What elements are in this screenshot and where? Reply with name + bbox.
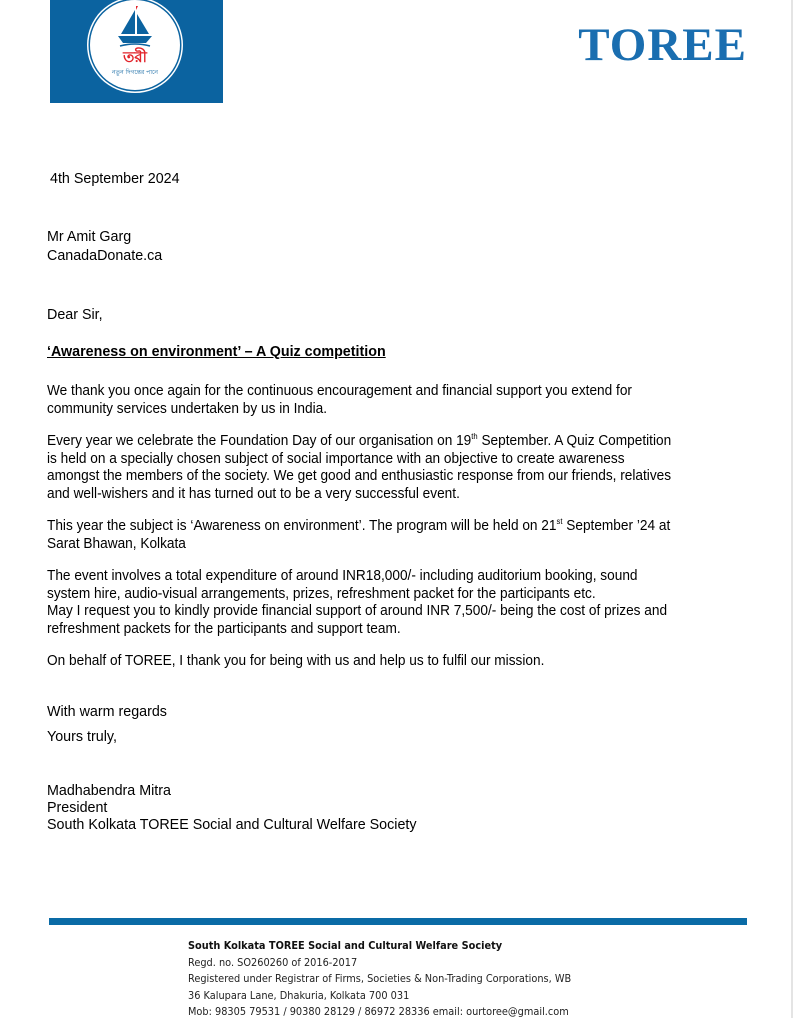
paragraph-line: On behalf of TOREE, I thank you for being with us and help us to fulfil our mission. [47,653,545,669]
closing-yours: Yours truly, [47,729,117,745]
paragraph-line: is held on a specially chosen subject of social importance with an objective to create awareness [47,450,625,467]
footer-divider [49,918,747,925]
paragraph-line [47,433,706,451]
paragraph-thanks [47,383,706,418]
paragraph-closing-thanks [47,653,706,671]
paragraph-line: We thank you once again for the continuous encouragement and financial support you extend for [47,383,632,399]
letter-subject: ‘Awareness on environment’ – A Quiz competition [47,344,386,360]
paragraph-line: amongst the members of the society. We get good and enthusiastic response from our friends, relatives [47,468,672,484]
footer-address: 36 Kalupara Lane, Dhakuria, Kolkata 700 031 [188,989,410,1002]
footer-regd: Regd. no. SO260260 of 2016-2017 [188,956,358,969]
footer-contact: Mob: 98305 79531 / 90380 28129 / 86972 28336 email: ourtoree@gmail.com [188,1006,569,1019]
footer-registered-under: Registered under Registrar of Firms, Societies & Non-Trading Corporations, WB [188,973,572,986]
paragraph-program [47,518,706,553]
footer-info [188,938,571,1021]
logo-bengali-name: তরী [123,48,147,66]
logo-block [50,0,223,103]
paragraph-line: Sarat Bhawan, Kolkata [47,535,186,552]
paragraph-line: community services undertaken by us in India. [47,400,328,417]
toree-logo [90,0,180,90]
text-segment: This year the subject is ‘Awareness on environment’. The program will be held on 21 [47,518,557,534]
letter-date: 4th September 2024 [50,171,180,187]
paragraph-line: system hire, audio-visual arrangements, prizes, refreshment packet for the participants etc. [47,585,596,602]
signatory-title: President [47,800,108,816]
ordinal-suffix: st [556,517,563,526]
paragraph-line: May I request you to kindly provide financial support of around INR 7,500/- being the cost of prizes and [47,603,668,619]
sailboat-icon [112,4,158,50]
recipient-name: Mr Amit Garg [47,229,132,245]
signatory-org: South Kolkata TOREE Social and Cultural Welfare Society [47,817,417,833]
text-segment: Every year we celebrate the Foundation Day of our organisation on 19 [47,433,472,449]
ordinal-suffix: th [471,432,478,441]
text-segment: September. A Quiz Competition [477,433,672,449]
text-segment: September ’24 at [562,518,671,534]
logo-tagline: নতুন দিগন্তের পানে [112,69,158,76]
paragraph-foundation-day [47,433,706,503]
brand-wordmark: TOREE [578,19,747,71]
closing-regards: With warm regards [47,704,167,720]
paragraph-line: and well-wishers and it has turned out to be a very successful event. [47,485,460,502]
footer-org: South Kolkata TOREE Social and Cultural Welfare Society [188,940,503,952]
salutation: Dear Sir, [47,307,103,323]
paragraph-line: The event involves a total expenditure of around INR18,000/- including auditorium booking, sound [47,568,638,584]
paragraph-expenditure [47,568,706,638]
paragraph-line [47,518,706,536]
paragraph-line: refreshment packets for the participants and support team. [47,620,401,637]
recipient-org: CanadaDonate.ca [47,248,163,264]
signatory-name: Madhabendra Mitra [47,783,171,799]
